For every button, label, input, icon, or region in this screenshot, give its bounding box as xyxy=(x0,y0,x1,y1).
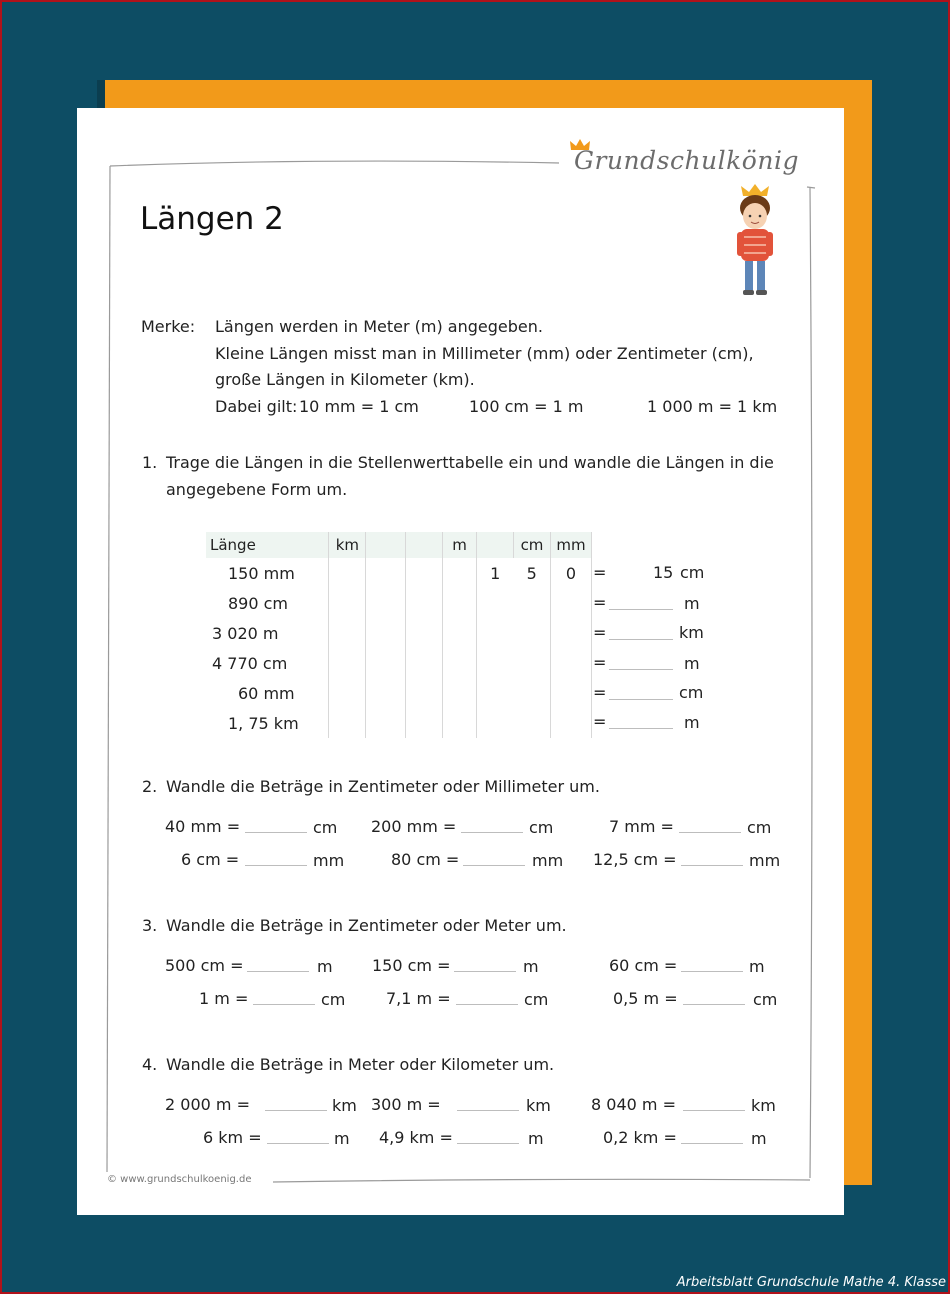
task4-expr-6: 0,2 km = xyxy=(603,1128,677,1147)
task2-blank-5[interactable] xyxy=(463,865,525,866)
table-row xyxy=(206,678,592,708)
task3-unit-1: m xyxy=(317,957,333,976)
cell xyxy=(406,588,443,618)
cell xyxy=(514,678,551,708)
cell xyxy=(551,708,592,738)
digit-t: 5 xyxy=(514,558,551,588)
task1-text-1: Trage die Längen in die Stellenwerttabelle ein und wandle die Längen in die xyxy=(166,453,774,472)
task3-blank-5[interactable] xyxy=(456,1004,518,1005)
task2-expr-1: 40 mm = xyxy=(165,817,241,836)
task2-blank-6[interactable] xyxy=(681,865,743,866)
table-row xyxy=(206,588,592,618)
rule-m-km: 1 000 m = 1 km xyxy=(647,397,778,416)
row-value: 4 770 cm xyxy=(206,648,329,678)
task3-expr-3: 60 cm = xyxy=(609,956,678,975)
row6-unit: m xyxy=(684,713,700,732)
row1-equals: = xyxy=(593,563,607,582)
task2-blank-1[interactable] xyxy=(245,832,307,833)
task3-blank-6[interactable] xyxy=(683,1004,745,1005)
row-value: 890 cm xyxy=(206,588,329,618)
cell-m xyxy=(443,588,477,618)
task4-blank-3[interactable] xyxy=(683,1110,745,1111)
header-mm: mm xyxy=(551,532,592,558)
cell-km xyxy=(329,708,366,738)
task4-expr-1: 2 000 m = xyxy=(165,1095,250,1114)
task2-expr-6: 12,5 cm = xyxy=(593,850,677,869)
cell xyxy=(406,558,443,588)
task4-unit-5: m xyxy=(528,1129,544,1148)
worksheet-paper xyxy=(77,108,844,1215)
cell-km xyxy=(329,648,366,678)
cell-m xyxy=(443,648,477,678)
cell xyxy=(366,618,406,648)
row-value: 1, 75 km xyxy=(206,708,329,738)
brand-logo: Grundschulkönig xyxy=(574,146,799,175)
task2-blank-3[interactable] xyxy=(679,832,741,833)
header-km: km xyxy=(329,532,366,558)
sheet-shadow xyxy=(97,80,105,108)
row3-equals: = xyxy=(593,623,607,642)
merke-line-2: Kleine Längen misst man in Millimeter (mm) oder Zentimeter (cm), xyxy=(215,344,754,363)
row1-unit: cm xyxy=(680,563,705,582)
digit-h: 1 xyxy=(490,563,501,583)
cell xyxy=(477,708,514,738)
task4-unit-1: km xyxy=(332,1096,357,1115)
task2-unit-3: cm xyxy=(747,818,772,837)
row5-unit: cm xyxy=(679,683,704,702)
task3-unit-2: m xyxy=(523,957,539,976)
row2-answer-blank[interactable] xyxy=(609,609,673,610)
header-blank-1 xyxy=(366,532,406,558)
place-value-table xyxy=(206,532,592,738)
cell xyxy=(366,558,406,588)
task4-expr-3: 8 040 m = xyxy=(591,1095,676,1114)
row-value: 60 mm xyxy=(206,678,329,708)
merke-label: Merke: xyxy=(141,317,196,336)
task3-unit-3: m xyxy=(749,957,765,976)
cell xyxy=(551,618,592,648)
task4-blank-4[interactable] xyxy=(267,1143,329,1144)
cell xyxy=(477,588,514,618)
task1-number: 1. xyxy=(142,453,158,472)
header-m: m xyxy=(443,532,477,558)
row6-answer-blank[interactable] xyxy=(609,728,673,729)
cell-m xyxy=(443,618,477,648)
cell xyxy=(406,678,443,708)
task2-unit-4: mm xyxy=(313,851,345,870)
task4-blank-1[interactable] xyxy=(265,1110,327,1111)
row-value: 150 mm xyxy=(206,558,329,588)
cell xyxy=(514,708,551,738)
cell-km xyxy=(329,588,366,618)
cell xyxy=(366,648,406,678)
task4-unit-4: m xyxy=(334,1129,350,1148)
task3-unit-6: cm xyxy=(753,990,778,1009)
row5-answer-blank[interactable] xyxy=(609,699,673,700)
row4-answer-blank[interactable] xyxy=(609,669,673,670)
task4-unit-6: m xyxy=(751,1129,767,1148)
task3-text: Wandle die Beträge in Zentimeter oder Meter um. xyxy=(166,916,567,935)
table-row xyxy=(206,708,592,738)
cell xyxy=(551,678,592,708)
task4-expr-5: 4,9 km = xyxy=(379,1128,453,1147)
cell xyxy=(366,588,406,618)
footer-copyright: © www.grundschulkoenig.de xyxy=(107,1174,252,1185)
cell xyxy=(406,618,443,648)
row3-unit: km xyxy=(679,623,704,642)
digit-o: 0 xyxy=(551,558,592,588)
header-blank-2 xyxy=(406,532,443,558)
cell-m xyxy=(443,558,477,588)
task2-expr-2: 200 mm = xyxy=(371,817,457,836)
task3-blank-3[interactable] xyxy=(681,971,743,972)
task2-expr-5: 80 cm = xyxy=(391,850,460,869)
row1-answer: 15 xyxy=(653,563,674,582)
task4-expr-2: 300 m = xyxy=(371,1095,441,1114)
row6-equals: = xyxy=(593,712,607,731)
cell-m xyxy=(443,678,477,708)
task3-blank-4[interactable] xyxy=(253,1004,315,1005)
image-caption: Arbeitsblatt Grundschule Mathe 4. Klasse xyxy=(676,1275,946,1290)
cell xyxy=(406,648,443,678)
task4-number: 4. xyxy=(142,1055,158,1074)
task2-blank-2[interactable] xyxy=(461,832,523,833)
merke-line-3: große Längen in Kilometer (km). xyxy=(215,370,475,389)
row4-unit: m xyxy=(684,654,700,673)
table-header-row xyxy=(206,532,592,558)
cell xyxy=(477,678,514,708)
cell xyxy=(514,618,551,648)
cell xyxy=(477,618,514,648)
cell xyxy=(406,708,443,738)
task2-number: 2. xyxy=(142,777,158,796)
task2-unit-6: mm xyxy=(749,851,781,870)
cell xyxy=(366,708,406,738)
row3-answer-blank[interactable] xyxy=(609,639,673,640)
task3-expr-2: 150 cm = xyxy=(372,956,451,975)
task3-expr-5: 7,1 m = xyxy=(386,989,451,1008)
cell-km xyxy=(329,678,366,708)
header-blank-3 xyxy=(477,532,514,558)
task4-text: Wandle die Beträge in Meter oder Kilometer um. xyxy=(166,1055,555,1074)
cell xyxy=(514,588,551,618)
task2-unit-5: mm xyxy=(532,851,564,870)
rule-mm-cm: 10 mm = 1 cm xyxy=(299,397,419,416)
task4-blank-5[interactable] xyxy=(457,1143,519,1144)
task3-blank-2[interactable] xyxy=(454,971,516,972)
row2-equals: = xyxy=(593,593,607,612)
task3-expr-1: 500 cm = xyxy=(165,956,244,975)
task3-unit-5: cm xyxy=(524,990,549,1009)
cell xyxy=(514,648,551,678)
cell-km xyxy=(329,618,366,648)
task1-text-2: angegebene Form um. xyxy=(166,480,348,499)
rule-cm-m: 100 cm = 1 m xyxy=(469,397,584,416)
table-row xyxy=(206,618,592,648)
cell xyxy=(477,648,514,678)
task4-blank-6[interactable] xyxy=(681,1143,743,1144)
table-row xyxy=(206,558,592,588)
cell-km xyxy=(329,558,366,588)
header-laenge: Länge xyxy=(206,532,329,558)
page-title: Längen 2 xyxy=(140,201,284,237)
task2-expr-3: 7 mm = xyxy=(609,817,674,836)
table-row xyxy=(206,648,592,678)
cell xyxy=(551,588,592,618)
task2-unit-2: cm xyxy=(529,818,554,837)
task2-text: Wandle die Beträge in Zentimeter oder Millimeter um. xyxy=(166,777,600,796)
task4-unit-2: km xyxy=(526,1096,551,1115)
task3-expr-6: 0,5 m = xyxy=(613,989,678,1008)
cell xyxy=(551,648,592,678)
merke-dabei: Dabei gilt: xyxy=(215,397,298,416)
task2-expr-4: 6 cm = xyxy=(181,850,240,869)
task2-blank-4[interactable] xyxy=(245,865,307,866)
task3-unit-4: cm xyxy=(321,990,346,1009)
header-cm: cm xyxy=(514,532,551,558)
task3-number: 3. xyxy=(142,916,158,935)
king-boy-illustration-icon xyxy=(725,184,785,300)
task2-unit-1: cm xyxy=(313,818,338,837)
task3-expr-4: 1 m = xyxy=(199,989,249,1008)
row-value: 3 020 m xyxy=(206,618,329,648)
task3-blank-1[interactable] xyxy=(247,971,309,972)
merke-line-1: Längen werden in Meter (m) angegeben. xyxy=(215,317,543,336)
row5-equals: = xyxy=(593,683,607,702)
task4-blank-2[interactable] xyxy=(457,1110,519,1111)
task4-expr-4: 6 km = xyxy=(203,1128,262,1147)
row4-equals: = xyxy=(593,653,607,672)
cell-m xyxy=(443,708,477,738)
row2-unit: m xyxy=(684,594,700,613)
cell xyxy=(366,678,406,708)
task4-unit-3: km xyxy=(751,1096,776,1115)
